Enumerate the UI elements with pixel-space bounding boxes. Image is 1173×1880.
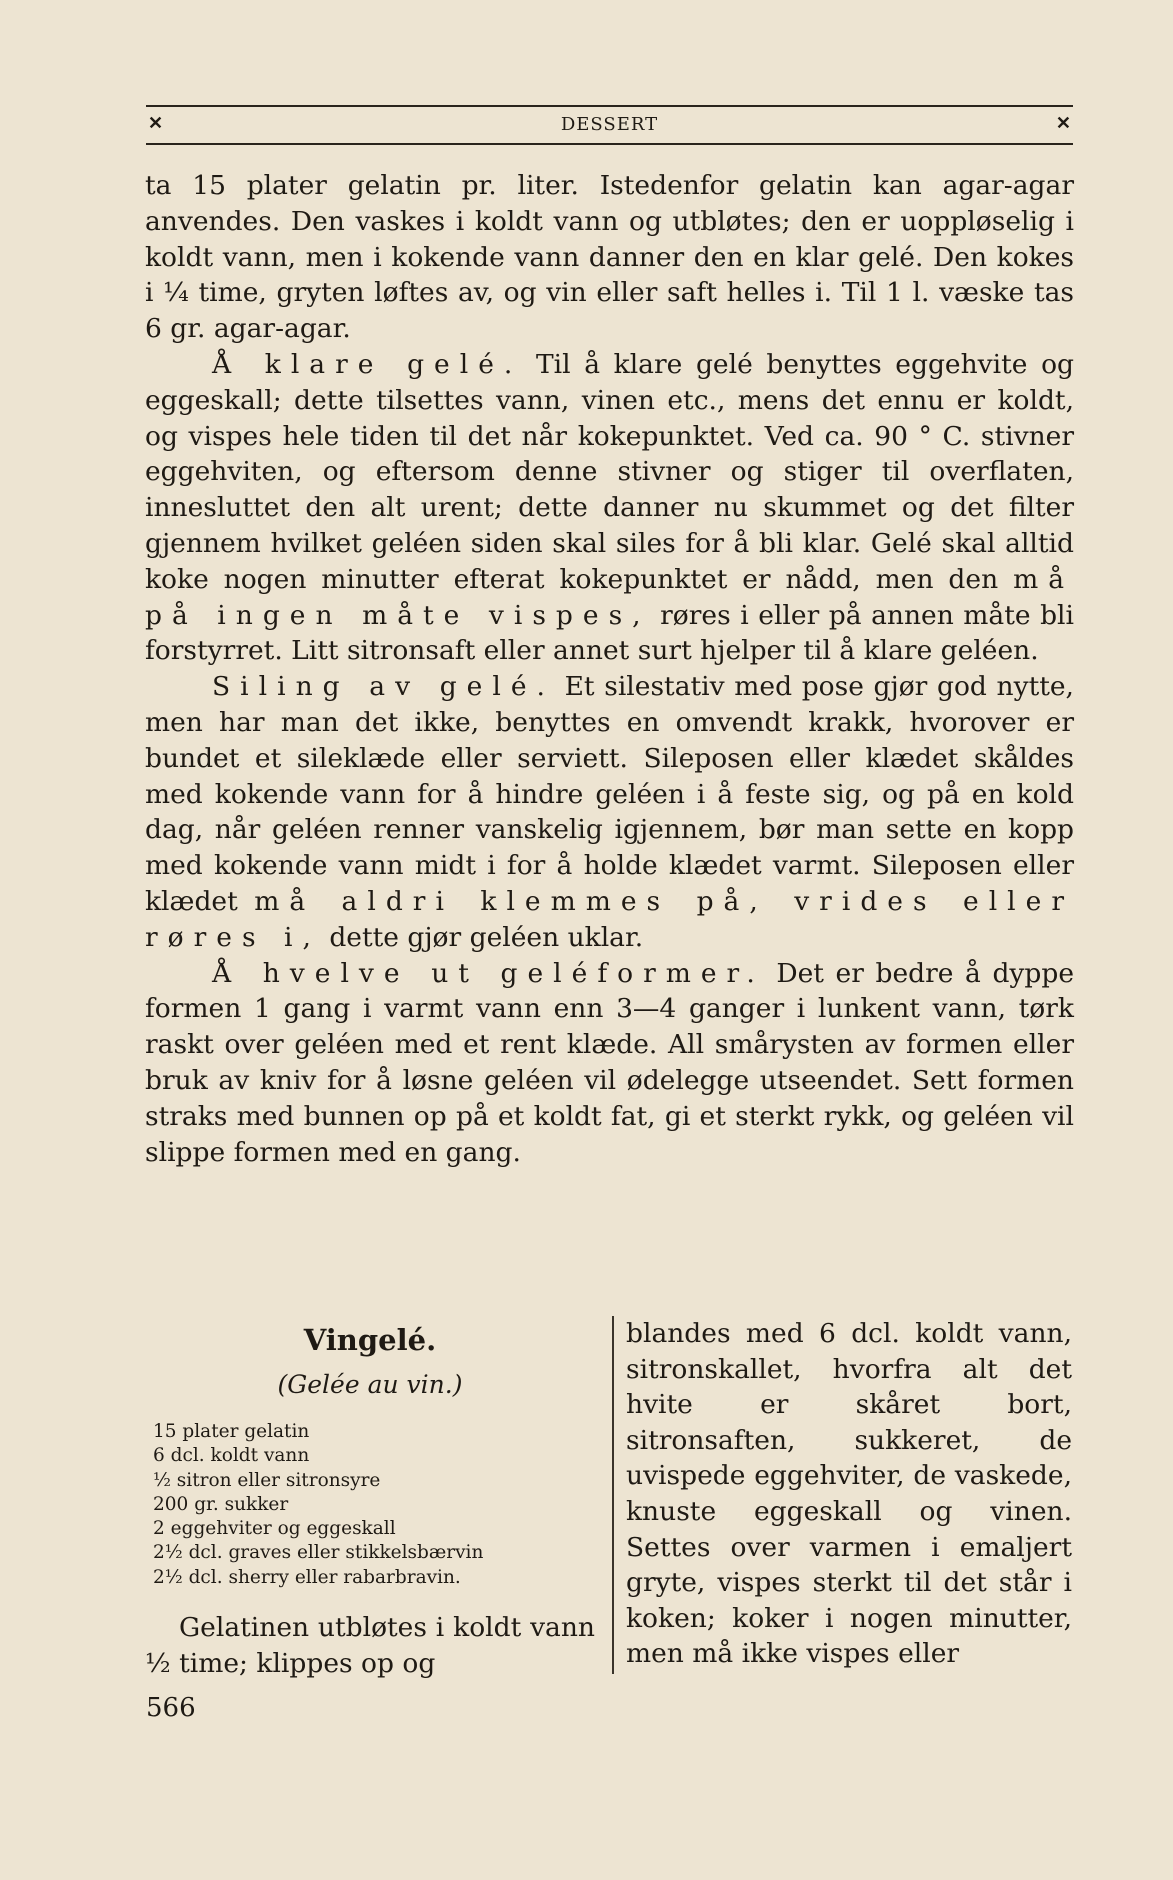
ingredient-item: 200 gr. sukker [153, 1493, 289, 1515]
recipe-right-column [626, 1316, 1072, 1672]
ingredient-item: 15 plater gelatin [153, 1421, 310, 1442]
section-heading-klare-gele: Å klare gelé. [212, 348, 523, 380]
column-divider [612, 1316, 614, 1674]
ingredient-item: 2 eggehviter og eggeskall [153, 1518, 396, 1540]
recipe-left-column [145, 1316, 595, 1681]
recipe-method-start: Gelatinen utbløtes i koldt vann ½ time; klippes op og [145, 1612, 595, 1679]
paragraph-text: Et silestativ med pose gjør god nytte, men har man det ikke, benyttes en omvendt krakk, hvorover er bundet et sileklæde eller serviett. Sileposen eller klædet skåldes med kokende vann for å hindre geléen i å feste sig, og på en kold dag, når geléen renner vanskelig igjennem, bør man sette en kopp med kokende vann midt i for å holde klædet varmt. Sileposen eller klædet [145, 671, 1074, 917]
header-ornament-right-icon: ✕ [1055, 113, 1071, 134]
recipe-method-continued: blandes med 6 dcl. koldt vann, sitronskallet, hvorfra alt det hvite er skåret bort, sitronsaften, sukkeret, de uvispede eggehviter, de vaskede, knuste eggeskall og vinen. Settes over varmen i emaljert gryte, vispes sterkt til det står i koken; koker i nogen minutter, men må ikke vispes eller [626, 1318, 1072, 1670]
paragraph-text: røres i eller på annen måte bli forstyrret. Litt sitronsaft eller annet surt hjelper til å klare geléen. [145, 599, 1075, 667]
ingredient-item: 6 dcl. koldt vann [153, 1445, 310, 1467]
emphasis-text: må på ingen måte vispes, [145, 563, 1074, 631]
header-ornament-left-icon: ✕ [148, 113, 164, 134]
main-text [145, 168, 1074, 1170]
ingredient-item: ½ sitron eller sitronsyre [153, 1469, 381, 1491]
paragraph-klare-gele [145, 347, 1074, 669]
paragraph-hvelve [145, 956, 1074, 1171]
recipe-subtitle: (Gelée au vin.) [277, 1370, 463, 1399]
paragraph-siling [145, 669, 1074, 955]
header-title: DESSERT [560, 114, 659, 135]
paragraph-text: Det er bedre å dyppe formen 1 gang i varmt vann enn 3—4 ganger i lunkent vann, tørk raskt over geléen med et rent klæde. All smårysten av formen eller bruk av kniv for å løsne geléen vil ødelegge utseendet. Sett formen straks med bunnen op på et koldt fat, gi et sterkt rykk, og geléen vil slippe formen med en gang. [145, 957, 1074, 1168]
paragraph-text: dette gjør geléen uklar. [320, 921, 644, 953]
ingredient-list [145, 1420, 595, 1590]
page-number: 566 [146, 1693, 196, 1723]
running-header [146, 105, 1073, 145]
recipe-title: Vingelé. [303, 1323, 437, 1357]
ingredient-item: 2½ dcl. sherry eller rabarbravin. [153, 1566, 461, 1588]
ingredient-item: 2½ dcl. graves eller stikkelsbærvin [153, 1542, 484, 1564]
emphasis-text: må aldri klemmes på, vrides eller røres i, [145, 885, 1074, 953]
section-heading-hvelve: Å hvelve ut geléformer. [212, 957, 765, 989]
section-heading-siling: Siling av gelé. [212, 671, 555, 703]
paragraph-agar: ta 15 plater gelatin pr. liter. Istedenfor gelatin kan agar-agar anvendes. Den vaskes i koldt vann og utbløtes; den er uoppløselig i koldt vann, men i kokende vann danner den en klar gelé. Den kokes i ¼ time, gryten løftes av, og vin eller saft helles i. Til 1 l. væske tas 6 gr. agar-agar. [145, 170, 1074, 345]
paragraph-text: Til å klare gelé benyttes eggehvite og eggeskall; dette tilsettes vann, vinen etc., mens det ennu er koldt, og vispes hele tiden til det når kokepunktet. Ved ca. 90 ° C. stivner eggehviten, og eftersom denne stivner og stiger til overflaten, innesluttet den alt urent; dette danner nu skummet og det filter gjennem hvilket geléen siden skal siles for å bli klar. Gelé skal alltid koke nogen minutter efterat kokepunktet er nådd, men den [145, 348, 1074, 595]
